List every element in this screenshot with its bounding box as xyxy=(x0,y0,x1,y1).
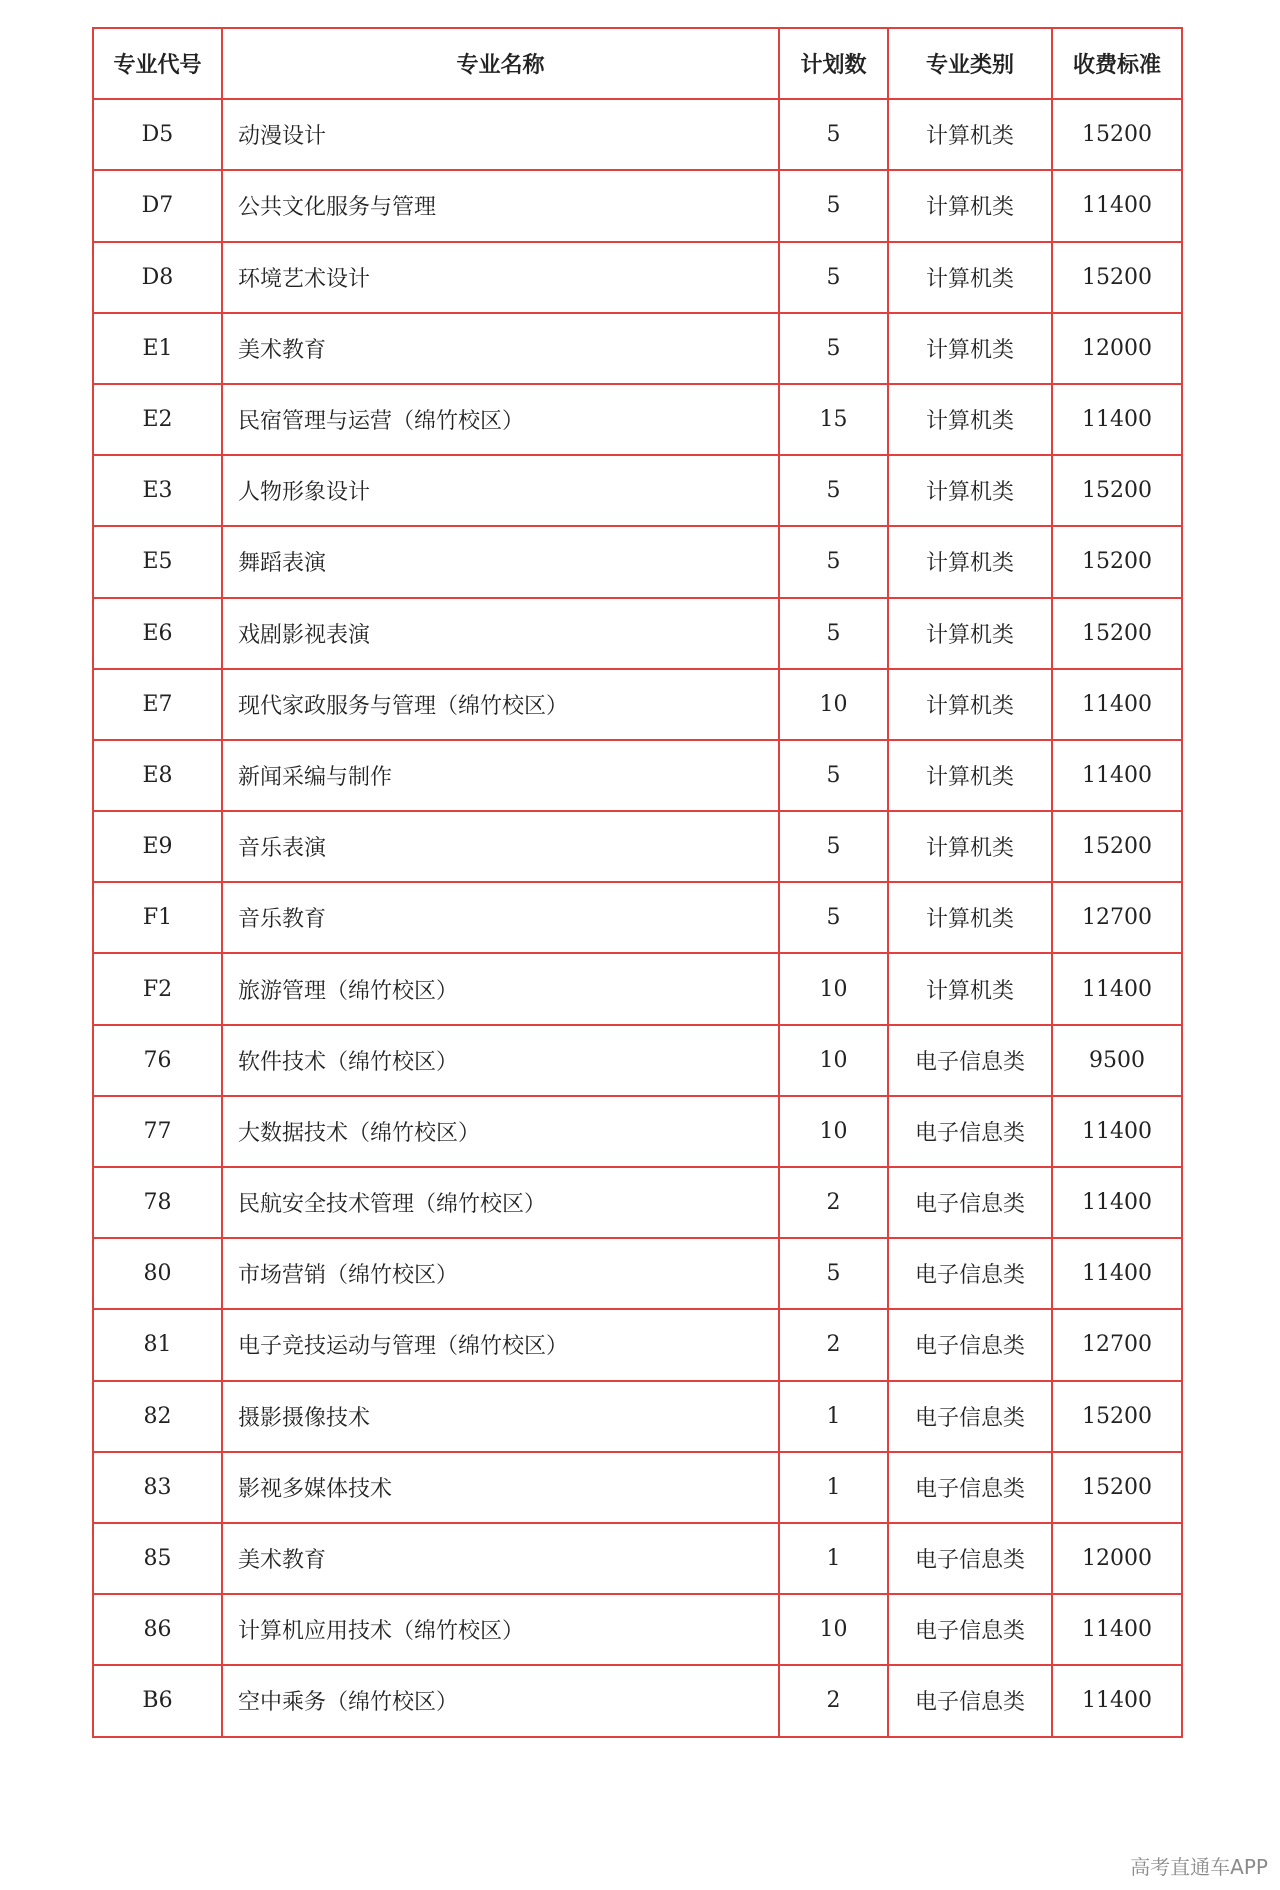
cell-tuition: 15200 xyxy=(1052,99,1182,170)
major-plan-table xyxy=(92,27,1183,1738)
cell-major-code: 77 xyxy=(93,1096,222,1167)
cell-major-code: 76 xyxy=(93,1025,222,1096)
cell-tuition: 15200 xyxy=(1052,526,1182,597)
cell-major-category: 计算机类 xyxy=(888,882,1052,953)
cell-major-code: E8 xyxy=(93,740,222,811)
cell-major-category: 计算机类 xyxy=(888,953,1052,1024)
cell-major-name: 电子竞技运动与管理（绵竹校区） xyxy=(222,1309,779,1380)
table-row xyxy=(93,1452,1182,1523)
cell-plan-count: 5 xyxy=(779,170,888,241)
cell-major-code: E7 xyxy=(93,669,222,740)
cell-tuition: 11400 xyxy=(1052,384,1182,455)
cell-tuition: 15200 xyxy=(1052,455,1182,526)
cell-tuition: 11400 xyxy=(1052,170,1182,241)
cell-tuition: 11400 xyxy=(1052,1096,1182,1167)
cell-major-name: 软件技术（绵竹校区） xyxy=(222,1025,779,1096)
cell-major-category: 计算机类 xyxy=(888,740,1052,811)
header-major-code: 专业代号 xyxy=(93,28,222,99)
cell-plan-count: 10 xyxy=(779,1025,888,1096)
table-row xyxy=(93,1523,1182,1594)
cell-major-code: E2 xyxy=(93,384,222,455)
watermark-text: 高考直通车APP xyxy=(1130,1855,1268,1879)
cell-tuition: 15200 xyxy=(1052,811,1182,882)
table-row xyxy=(93,882,1182,953)
cell-major-code: E5 xyxy=(93,526,222,597)
table-row xyxy=(93,1167,1182,1238)
cell-plan-count: 10 xyxy=(779,1096,888,1167)
cell-major-category: 电子信息类 xyxy=(888,1096,1052,1167)
cell-major-name: 民宿管理与运营（绵竹校区） xyxy=(222,384,779,455)
cell-tuition: 9500 xyxy=(1052,1025,1182,1096)
cell-major-code: 83 xyxy=(93,1452,222,1523)
cell-major-name: 新闻采编与制作 xyxy=(222,740,779,811)
cell-major-code: 85 xyxy=(93,1523,222,1594)
cell-major-name: 动漫设计 xyxy=(222,99,779,170)
cell-major-name: 空中乘务（绵竹校区） xyxy=(222,1665,779,1736)
cell-plan-count: 10 xyxy=(779,953,888,1024)
cell-plan-count: 5 xyxy=(779,526,888,597)
cell-major-code: F1 xyxy=(93,882,222,953)
cell-tuition: 15200 xyxy=(1052,242,1182,313)
table-row xyxy=(93,1309,1182,1380)
cell-major-name: 音乐表演 xyxy=(222,811,779,882)
cell-tuition: 12700 xyxy=(1052,882,1182,953)
cell-major-category: 电子信息类 xyxy=(888,1309,1052,1380)
cell-major-name: 环境艺术设计 xyxy=(222,242,779,313)
cell-major-category: 电子信息类 xyxy=(888,1523,1052,1594)
cell-plan-count: 2 xyxy=(779,1665,888,1736)
table-row xyxy=(93,1665,1182,1736)
cell-major-code: F2 xyxy=(93,953,222,1024)
cell-plan-count: 15 xyxy=(779,384,888,455)
cell-major-code: E9 xyxy=(93,811,222,882)
cell-tuition: 11400 xyxy=(1052,1665,1182,1736)
cell-major-name: 旅游管理（绵竹校区） xyxy=(222,953,779,1024)
cell-major-category: 计算机类 xyxy=(888,313,1052,384)
table-row xyxy=(93,598,1182,669)
table-row xyxy=(93,669,1182,740)
header-tuition: 收费标准 xyxy=(1052,28,1182,99)
cell-major-code: B6 xyxy=(93,1665,222,1736)
table-row xyxy=(93,1025,1182,1096)
cell-major-category: 计算机类 xyxy=(888,170,1052,241)
cell-major-name: 人物形象设计 xyxy=(222,455,779,526)
table-row xyxy=(93,99,1182,170)
header-major-category: 专业类别 xyxy=(888,28,1052,99)
cell-major-code: E3 xyxy=(93,455,222,526)
cell-major-code: D5 xyxy=(93,99,222,170)
table-row xyxy=(93,313,1182,384)
table-row xyxy=(93,1238,1182,1309)
cell-major-category: 电子信息类 xyxy=(888,1167,1052,1238)
header-plan-count: 计划数 xyxy=(779,28,888,99)
cell-plan-count: 1 xyxy=(779,1452,888,1523)
cell-plan-count: 5 xyxy=(779,1238,888,1309)
cell-major-code: 78 xyxy=(93,1167,222,1238)
table-row xyxy=(93,170,1182,241)
cell-major-code: 86 xyxy=(93,1594,222,1665)
cell-plan-count: 5 xyxy=(779,242,888,313)
table-row xyxy=(93,1594,1182,1665)
cell-major-code: E6 xyxy=(93,598,222,669)
cell-major-name: 民航安全技术管理（绵竹校区） xyxy=(222,1167,779,1238)
cell-major-category: 计算机类 xyxy=(888,242,1052,313)
cell-major-category: 计算机类 xyxy=(888,99,1052,170)
cell-major-category: 电子信息类 xyxy=(888,1665,1052,1736)
cell-major-code: E1 xyxy=(93,313,222,384)
table-row xyxy=(93,526,1182,597)
cell-major-name: 音乐教育 xyxy=(222,882,779,953)
table-row xyxy=(93,242,1182,313)
table-row xyxy=(93,455,1182,526)
table-body xyxy=(93,99,1182,1736)
cell-major-name: 公共文化服务与管理 xyxy=(222,170,779,241)
cell-major-code: 82 xyxy=(93,1381,222,1452)
cell-major-code: 80 xyxy=(93,1238,222,1309)
table-row xyxy=(93,384,1182,455)
cell-plan-count: 2 xyxy=(779,1167,888,1238)
table-row xyxy=(93,811,1182,882)
cell-tuition: 12000 xyxy=(1052,313,1182,384)
cell-plan-count: 10 xyxy=(779,1594,888,1665)
cell-major-name: 计算机应用技术（绵竹校区） xyxy=(222,1594,779,1665)
cell-tuition: 15200 xyxy=(1052,1452,1182,1523)
cell-major-category: 电子信息类 xyxy=(888,1381,1052,1452)
cell-tuition: 12700 xyxy=(1052,1309,1182,1380)
cell-plan-count: 10 xyxy=(779,669,888,740)
cell-major-name: 戏剧影视表演 xyxy=(222,598,779,669)
cell-plan-count: 5 xyxy=(779,455,888,526)
cell-major-name: 舞蹈表演 xyxy=(222,526,779,597)
cell-tuition: 15200 xyxy=(1052,598,1182,669)
cell-major-category: 电子信息类 xyxy=(888,1025,1052,1096)
cell-tuition: 12000 xyxy=(1052,1523,1182,1594)
cell-major-category: 电子信息类 xyxy=(888,1238,1052,1309)
cell-plan-count: 5 xyxy=(779,598,888,669)
table-row xyxy=(93,1096,1182,1167)
table-row xyxy=(93,1381,1182,1452)
cell-plan-count: 1 xyxy=(779,1523,888,1594)
cell-plan-count: 5 xyxy=(779,882,888,953)
cell-major-category: 计算机类 xyxy=(888,455,1052,526)
cell-tuition: 11400 xyxy=(1052,1167,1182,1238)
cell-major-code: D7 xyxy=(93,170,222,241)
cell-tuition: 15200 xyxy=(1052,1381,1182,1452)
header-major-name: 专业名称 xyxy=(222,28,779,99)
cell-major-category: 电子信息类 xyxy=(888,1452,1052,1523)
cell-plan-count: 2 xyxy=(779,1309,888,1380)
cell-tuition: 11400 xyxy=(1052,953,1182,1024)
cell-plan-count: 5 xyxy=(779,313,888,384)
cell-major-category: 计算机类 xyxy=(888,669,1052,740)
cell-major-category: 电子信息类 xyxy=(888,1594,1052,1665)
cell-plan-count: 5 xyxy=(779,740,888,811)
cell-major-category: 计算机类 xyxy=(888,811,1052,882)
cell-plan-count: 1 xyxy=(779,1381,888,1452)
cell-major-name: 美术教育 xyxy=(222,313,779,384)
cell-major-code: 81 xyxy=(93,1309,222,1380)
table-header-row xyxy=(93,28,1182,99)
cell-major-name: 美术教育 xyxy=(222,1523,779,1594)
cell-major-name: 现代家政服务与管理（绵竹校区） xyxy=(222,669,779,740)
cell-plan-count: 5 xyxy=(779,99,888,170)
cell-major-name: 大数据技术（绵竹校区） xyxy=(222,1096,779,1167)
cell-major-name: 市场营销（绵竹校区） xyxy=(222,1238,779,1309)
cell-major-category: 计算机类 xyxy=(888,526,1052,597)
cell-major-code: D8 xyxy=(93,242,222,313)
cell-tuition: 11400 xyxy=(1052,740,1182,811)
cell-major-name: 影视多媒体技术 xyxy=(222,1452,779,1523)
cell-tuition: 11400 xyxy=(1052,669,1182,740)
cell-tuition: 11400 xyxy=(1052,1238,1182,1309)
cell-plan-count: 5 xyxy=(779,811,888,882)
table-row xyxy=(93,953,1182,1024)
cell-major-category: 计算机类 xyxy=(888,384,1052,455)
cell-major-category: 计算机类 xyxy=(888,598,1052,669)
table-row xyxy=(93,740,1182,811)
cell-tuition: 11400 xyxy=(1052,1594,1182,1665)
cell-major-name: 摄影摄像技术 xyxy=(222,1381,779,1452)
